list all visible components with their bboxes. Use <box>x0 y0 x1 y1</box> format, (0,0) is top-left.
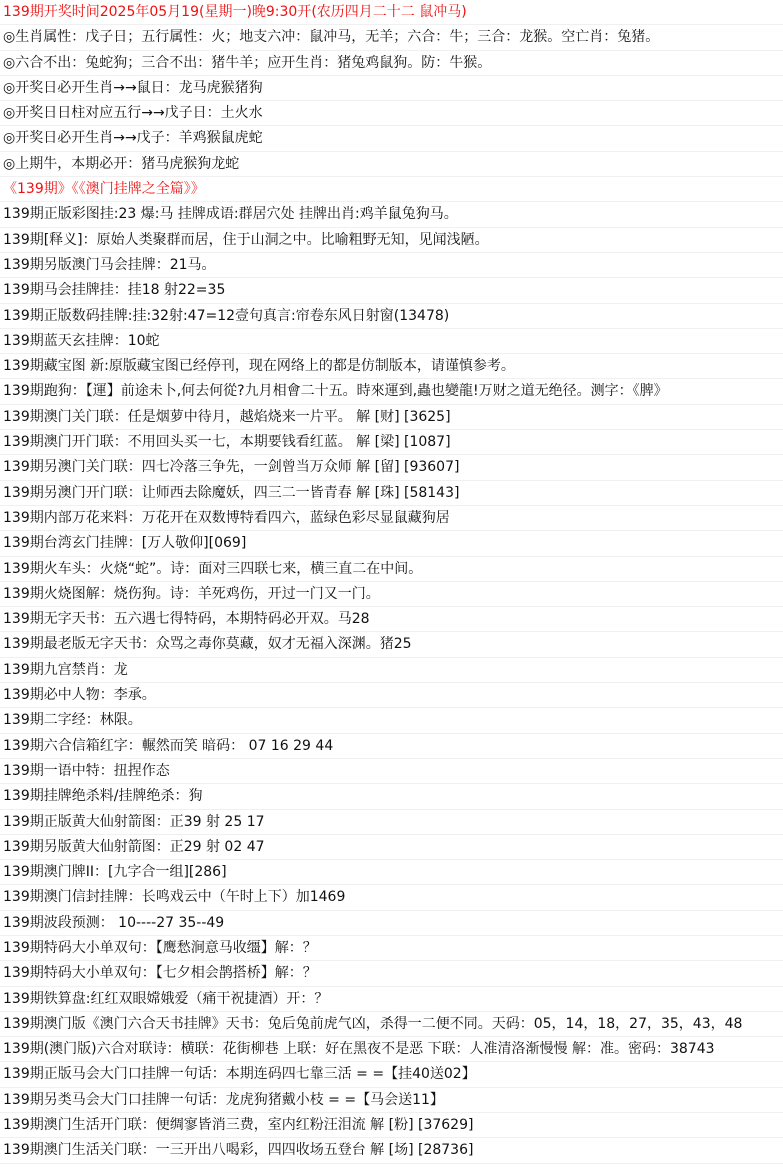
text-line: 139期澳门牌II：[九字合一组][286] <box>0 860 783 885</box>
text-line: ◎开奖日必开生肖→→鼠日：龙马虎猴猪狗 <box>0 76 783 101</box>
text-line: 139期最老版无字天书：众骂之毒你莫藏，奴才无福入深渊。猪25 <box>0 632 783 657</box>
text-line: 139期正版黄大仙射箭图：正39 射 25 17 <box>0 810 783 835</box>
text-line: 139期铁算盘:红红双眼嫦娥爱（痛干祝捷酒）开：？ <box>0 987 783 1012</box>
text-line: 139期必中人物：李承。 <box>0 683 783 708</box>
text-line: 139期[释义]：原始人类聚群而居，住于山洞之中。比喻粗野无知，见闻浅陋。 <box>0 228 783 253</box>
text-line: ◎上期牛，本期必开：猪马虎猴狗龙蛇 <box>0 152 783 177</box>
text-line: ◎开奖日必开生肖→→戊子：羊鸡猴鼠虎蛇 <box>0 126 783 151</box>
text-line: 139期澳门版《澳门六合天书挂牌》天书：兔后兔前虎气凶，杀得一二便不同。天码：05，14，18，27，35，43，48 <box>0 1012 783 1037</box>
text-line: 139期正版数码挂牌:挂:32射:47=12壹句真言:帘卷东风日射窗(13478) <box>0 304 783 329</box>
text-line: ◎六合不出：兔蛇狗；三合不出：猪牛羊；应开生肖：猪兔鸡鼠狗。防：牛猴。 <box>0 51 783 76</box>
text-line: 139期另版黄大仙射箭图：正29 射 02 47 <box>0 835 783 860</box>
text-line: ◎开奖日日柱对应五行→→戊子日：土火水 <box>0 101 783 126</box>
text-line: 139期特码大小单双句：【七夕相会鹊搭桥】解：？ <box>0 961 783 986</box>
text-line: 139期马会挂牌挂：挂18 射22=35 <box>0 278 783 303</box>
text-line: 139期六合信箱红字：輾然而笑 暗码： 07 16 29 44 <box>0 734 783 759</box>
text-line: 139期澳门关门联：任是烟萝中待月，越焰烧来一片平。 解 [财] [3625] <box>0 405 783 430</box>
text-line: 139期另澳门开门联：让师西去除魔妖，四三二一皆青春 解 [珠] [58143] <box>0 481 783 506</box>
section-heading: 《139期》《《澳门挂牌之全篇》》 <box>0 177 783 202</box>
text-line: 139期(澳门版)六合对联诗：横联：花街柳巷 上联：好在黑夜不是恶 下联：人准清洛渐慢慢 解：准。密码：38743 <box>0 1037 783 1062</box>
text-line: 139期另类马会大门口挂牌一句话：龙虎狗猪戴小枝 = =【马会送11】 <box>0 1088 783 1113</box>
text-line: 139期台湾玄门挂牌：[万人敬仰][069] <box>0 531 783 556</box>
text-line: 139期一语中特：扭捏作态 <box>0 759 783 784</box>
text-line: 139期内部万花来料：万花开在双数博特看四六，蓝绿色彩尽显鼠藏狗居 <box>0 506 783 531</box>
text-line: 139期无字天书：五六遇七得特码，本期特码必开双。马28 <box>0 607 783 632</box>
text-line: 139期九宫禁肖：龙 <box>0 658 783 683</box>
text-line: 139期澳门开门联：不用回头买一七，本期要钱看红蓝。 解 [梁] [1087] <box>0 430 783 455</box>
text-line: 139期二字经：林限。 <box>0 708 783 733</box>
text-line: 139期蓝天玄挂牌：10蛇 <box>0 329 783 354</box>
text-line: 139期藏宝图 新:原版藏宝图已经停刊，现在网络上的都是仿制版本，请谨慎参考。 <box>0 354 783 379</box>
text-line: 139期火车头：火烧“蛇”。诗：面对三四联七来，横三直二在中间。 <box>0 557 783 582</box>
text-line: 139期另澳门关门联：四七冷落三争先，一剑曾当万众师 解 [留] [93607] <box>0 455 783 480</box>
text-line: 139期另版澳门马会挂牌：21马。 <box>0 253 783 278</box>
text-line: 139期波段预测： 10----27 35--49 <box>0 911 783 936</box>
text-line: ◎生肖属性：戊子日；五行属性：火；地支六冲：鼠冲马，无羊；六合：牛；三合：龙猴。空亡肖：兔猪。 <box>0 25 783 50</box>
text-line: 139期特码大小单双句：【鹰愁涧意马收缰】解：？ <box>0 936 783 961</box>
draw-time-heading: 139期开奖时间2025年05月19(星期一)晚9:30开(农历四月二十二 鼠冲马) <box>0 0 783 25</box>
text-line: 139期澳门生活开门联：便绸寥皆消三费，室内红粉汪泪流 解 [粉] [37629] <box>0 1113 783 1138</box>
text-line: 139期跑狗：【運】前途未卜,何去何從?九月相會二十五。時來運到,蟲也變龍!万财之道无绝径。测字：《脾》 <box>0 379 783 404</box>
text-line: 139期澳门信封挂牌：长鸣戏云中（午时上下）加1469 <box>0 885 783 910</box>
text-line: 139期火烧图解：烧伤狗。诗：羊死鸡伤，开过一门又一门。 <box>0 582 783 607</box>
text-line: 139期正版彩图挂:23 爆:马 挂牌成语:群居穴处 挂牌出肖:鸡羊鼠兔狗马。 <box>0 202 783 227</box>
text-line: 139期澳门生活关门联：一三开出八喝彩，四四收场五登台 解 [场] [28736] <box>0 1138 783 1163</box>
text-line: 139期挂牌绝杀料/挂牌绝杀：狗 <box>0 784 783 809</box>
text-line: 139期正版马会大门口挂牌一句话：本期连码四七靠三活 = =【挂40送02】 <box>0 1062 783 1087</box>
